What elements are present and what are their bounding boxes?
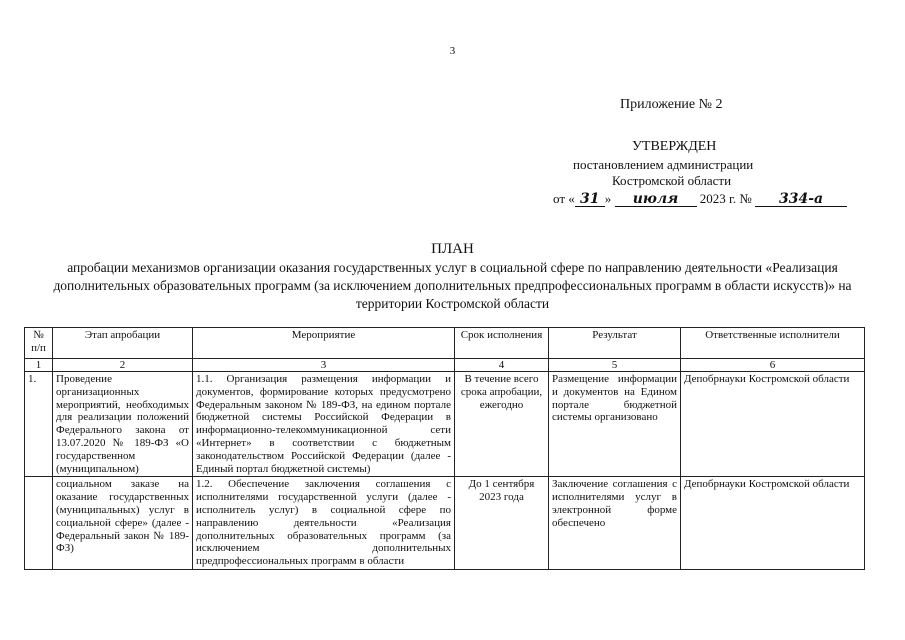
date-month: июля <box>615 193 697 207</box>
row-number <box>25 477 53 570</box>
deadline-cell: До 1 сентября 2023 года <box>455 477 549 570</box>
table-row <box>25 372 865 477</box>
approval-date-line <box>553 191 847 207</box>
document-title: ПЛАН <box>431 241 474 257</box>
header-responsible: Ответственные исполнители <box>681 328 865 359</box>
column-number: 6 <box>681 359 865 372</box>
appendix-label: Приложение № 2 <box>620 97 723 112</box>
header-result: Результат <box>549 328 681 359</box>
approved-by-line2: Костромской области <box>612 173 732 188</box>
column-number-row <box>25 359 865 372</box>
stage-cell: Проведение организационных мероприятий, необходимых для реализации положений Федерального закона от 13.07.2020 № 189-ФЗ «О государственном (муниципальном) <box>53 372 193 477</box>
column-number: 2 <box>53 359 193 372</box>
header-stage: Этап апробации <box>53 328 193 359</box>
table-header-row <box>25 328 865 359</box>
deadline-cell: В течение всего срока апробации, ежегодно <box>455 372 549 477</box>
header-action: Мероприятие <box>193 328 455 359</box>
approved-label: УТВЕРЖДЕН <box>632 139 717 154</box>
action-cell: 1.1. Организация размещения информации и документов, формирование которых предусмотрено Федеральным законом № 189-ФЗ, на едином портале бюджетной системы Российской Федерации в информационно-телекоммуникационной сети «Интернет» в соответствии с бюджетным законодательством Российской Федерации (далее - Единый портал бюджетной системы) <box>193 372 455 477</box>
row-number: 1. <box>25 372 53 477</box>
responsible-cell: Депобрнауки Костромской области <box>681 477 865 570</box>
action-cell: 1.2. Обеспечение заключения соглашения с исполнителями государственной услуги (далее - исполнитель услуг) в социальной сфере по направлению деятельности «Реализация дополнительных образовательных программ (за исключением дополнительных предпрофессиональных программ в области <box>193 477 455 570</box>
column-number: 3 <box>193 359 455 372</box>
document-number: 334-а <box>755 193 847 207</box>
result-cell: Заключение соглашения с исполнителями услуг в электронной форме обеспечено <box>549 477 681 570</box>
date-day: 31 <box>575 193 605 207</box>
column-number: 1 <box>25 359 53 372</box>
plan-table <box>24 327 865 570</box>
date-mid: » <box>604 191 612 206</box>
result-cell: Размещение информации и документов на Едином портале бюджетной системы организовано <box>549 372 681 477</box>
page-number: 3 <box>449 45 456 57</box>
date-prefix: от « <box>553 191 575 206</box>
header-deadline: Срок исполнения <box>455 328 549 359</box>
column-number: 4 <box>455 359 549 372</box>
stage-cell: социальном заказе на оказание государственных (муниципальных) услуг в социальной сфере» (далее - Федеральный закон № 189-ФЗ) <box>53 477 193 570</box>
table-row <box>25 477 865 570</box>
header-num: № п/п <box>25 328 53 359</box>
date-year: 2023 г. № <box>699 191 752 206</box>
column-number: 5 <box>549 359 681 372</box>
responsible-cell: Депобрнауки Костромской области <box>681 372 865 477</box>
approved-by-line1: постановлением администрации <box>573 157 754 172</box>
document-subtitle: апробации механизмов организации оказания государственных услуг в социальной сфере по направлению деятельности «Реализация дополнительных образовательных программ (за исключением дополнительных предпрофессиональных программ в области искусств)» на территории Костромской области <box>53 260 852 311</box>
